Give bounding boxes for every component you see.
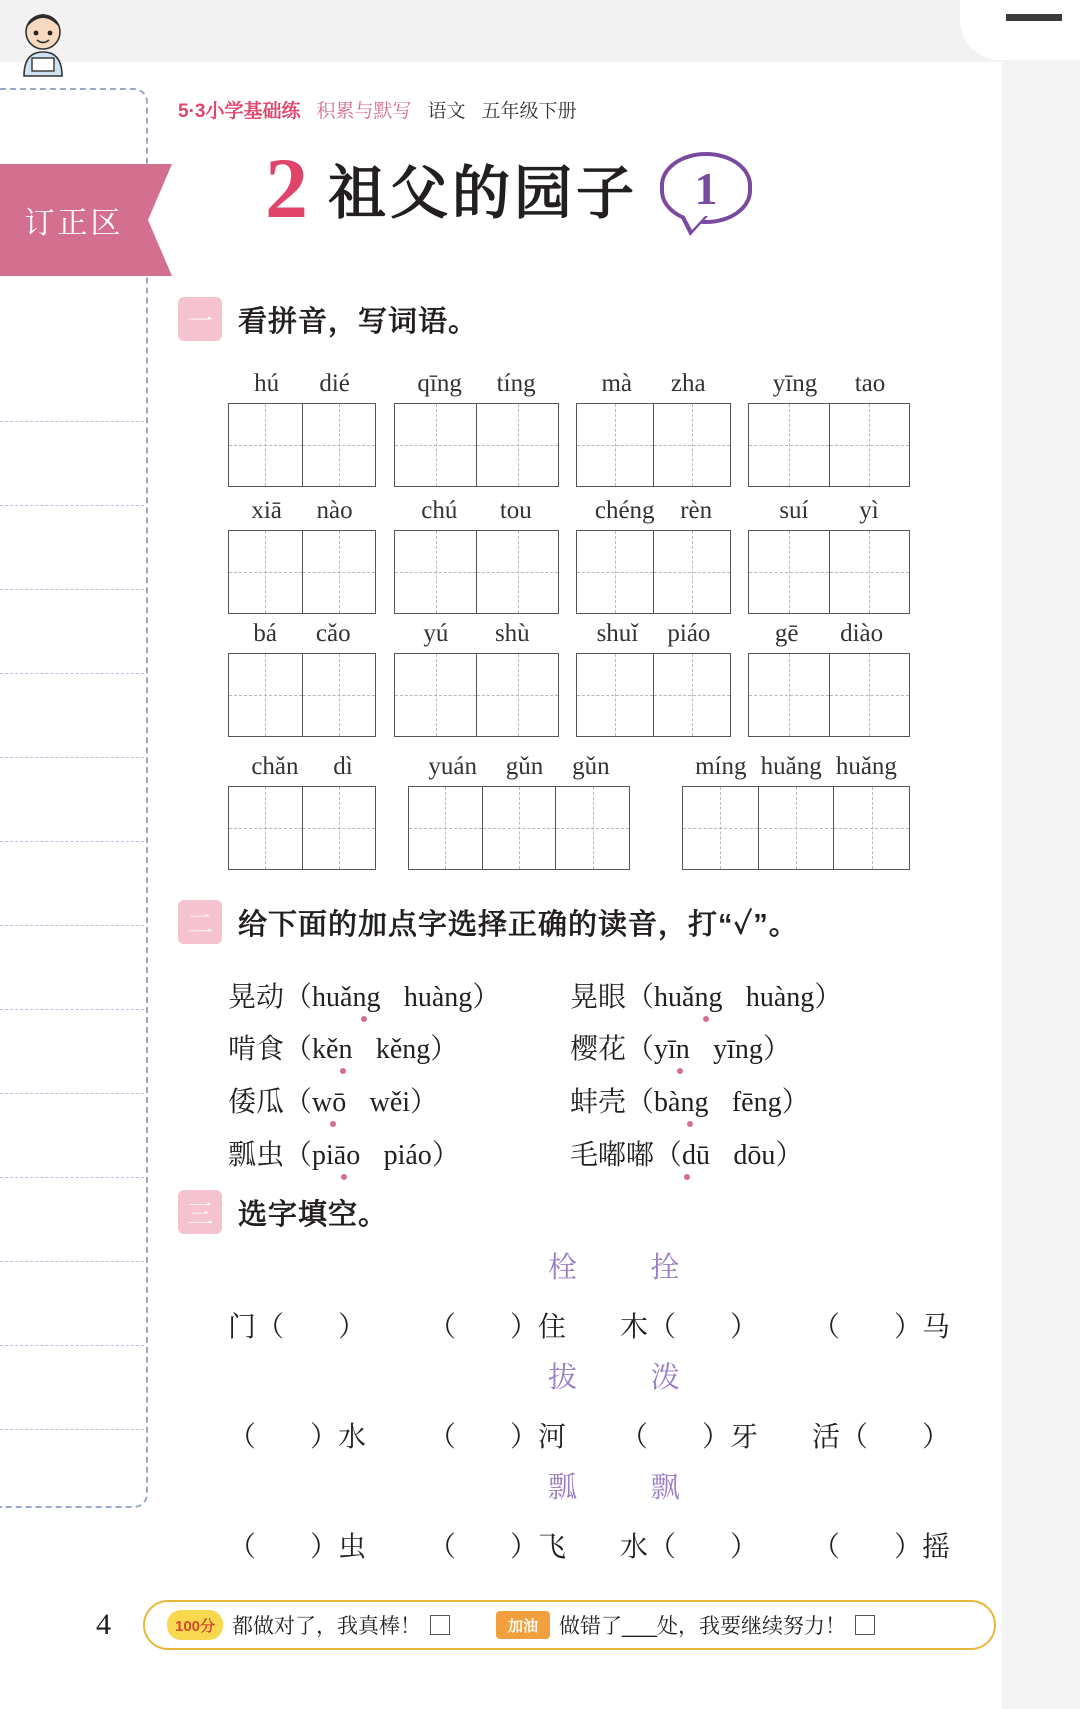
retry-checkbox[interactable] [855,1615,875,1635]
pinyin-syllable: gǔn [505,753,544,780]
pinyin-syllable: yì [859,497,879,524]
pron-option[interactable]: yīng [713,1034,763,1065]
pron-option[interactable]: huǎng [312,982,381,1013]
pinyin-syllable: zha [670,370,706,397]
fill-choice-chars-3 [548,1465,680,1506]
choice-char: 拴 [650,1252,680,1284]
choice-char: 飘 [650,1472,680,1504]
tianzige-grid[interactable] [394,403,559,487]
correction-tab-label: 订正区 [24,207,124,240]
fill-pre: （ [228,1531,257,1562]
header-subject: 语文 [427,101,466,122]
page-right-shade [1002,0,1080,1709]
exercise-3-number: 三 [178,1190,222,1234]
fill-pre: 活（ [812,1421,869,1452]
pron-item-1[interactable]: 晃动（huǎng huàng） [228,981,501,1013]
pron-option[interactable]: yīn [654,1034,690,1065]
fill-post: ）牙 [702,1421,759,1452]
pinyin-syllable: bá [253,620,278,647]
pinyin-word-3 [576,370,731,487]
exercise-3-title: 选字填空。 [238,1198,389,1231]
pron-option[interactable]: piáo [383,1140,432,1171]
pron-item-5[interactable]: 倭瓜（wō wěi） [228,1086,439,1118]
pinyin-syllable: míng [695,753,747,780]
fill-item-3-1[interactable] [228,1525,366,1565]
lesson-title-text: 祖父的园子 [328,161,639,226]
pron-option[interactable]: huàng [745,982,815,1013]
retry-segment [496,1610,875,1640]
pinyin-syllable: gē [774,620,799,647]
fill-pre: （ [228,1421,257,1452]
pron-word-char: 毛嘟嘟 [570,1139,655,1170]
pinyin-syllable: diào [840,620,884,647]
tianzige-grid[interactable] [576,530,731,614]
pinyin-syllable: shuǐ [596,620,639,647]
pinyin-word-11 [576,620,731,737]
pinyin-syllable: chú [421,497,458,524]
fill-pre: （ [428,1421,457,1452]
fill-post: ）飞 [510,1531,567,1562]
choice-char: 栓 [548,1252,578,1284]
page-corner-bar [1006,14,1062,21]
tianzige-grid[interactable] [748,653,910,737]
fill-post: ） [730,1311,759,1342]
pron-option[interactable]: fēng [731,1087,782,1118]
page-footer [96,1599,996,1651]
pinyin-syllable: gǔn [572,753,610,780]
pinyin-syllable: dié [319,370,350,397]
pinyin-syllable: dì [333,753,353,780]
exercise-1-title: 看拼音，写词语。 [238,305,479,338]
exercise-1-number: 一 [178,297,222,341]
fill-choice-chars-2 [548,1355,680,1396]
fill-item-3-2[interactable] [428,1525,566,1565]
praise-text: 都做对了，我真棒！ [232,1615,421,1638]
pinyin-word-4 [748,370,910,487]
header-grade: 五年级下册 [481,101,577,122]
pinyin-syllable: nào [316,497,353,524]
pinyin-word-14 [408,753,630,870]
pron-item-8[interactable]: 毛嘟嘟（dū dōu） [570,1139,804,1171]
fill-item-2-3[interactable] [620,1415,758,1455]
fill-pre: 水（ [620,1531,677,1562]
pinyin-word-2 [394,370,559,487]
self-check-bar [143,1600,996,1650]
exercise-1-heading [178,297,478,341]
pinyin-syllable: suí [779,497,809,524]
pinyin-syllable: huǎng [760,753,822,780]
fill-item-1-3[interactable] [620,1305,758,1345]
pinyin-word-7 [576,497,731,614]
fill-item-3-4[interactable] [812,1525,950,1565]
pinyin-word-1 [228,370,376,487]
pinyin-word-12 [748,620,910,737]
pron-option[interactable]: wō [312,1087,347,1118]
fill-pre: 木（ [620,1311,677,1342]
pinyin-syllable: tao [854,370,886,397]
pinyin-syllable: yīng [772,370,818,397]
pron-option[interactable]: huàng [403,982,473,1013]
pinyin-syllable: tíng [496,370,536,397]
tianzige-grid[interactable] [228,786,376,870]
exercise-2-heading [178,900,799,944]
fill-item-1-4[interactable] [812,1305,950,1345]
fill-item-2-2[interactable] [428,1415,566,1455]
tianzige-grid[interactable] [576,403,731,487]
lesson-number: 2 [265,140,308,236]
pinyin-syllable: piáo [667,620,711,647]
pinyin-syllable: qīng [417,370,462,397]
pinyin-word-8 [748,497,910,614]
choice-char: 瓢 [548,1472,578,1504]
tianzige-grid[interactable] [748,530,910,614]
fill-item-1-1[interactable] [228,1305,366,1345]
fill-post: ）河 [510,1421,567,1452]
pron-item-7[interactable]: 瓢虫（piāo piáo） [228,1139,460,1171]
exercise-3-heading [178,1190,388,1234]
pron-option[interactable]: wěi [369,1087,411,1118]
fill-post: ）水 [310,1421,367,1452]
pron-word-char: 晃动 [228,981,285,1012]
pinyin-syllable: chéng [594,497,655,524]
pron-option[interactable]: kěng [375,1034,431,1065]
fill-pre: （ [812,1531,841,1562]
score-badge-icon: 100分 [167,1610,223,1640]
page-top-shade [0,0,1080,62]
fill-pre: （ [620,1421,649,1452]
tianzige-grid[interactable] [576,653,731,737]
exercise-2-number: 二 [178,900,222,944]
pron-item-3[interactable]: 啃食（kěn kěng） [228,1033,459,1065]
fill-choice-chars-1 [548,1245,680,1286]
pinyin-word-6 [394,497,559,614]
fill-post: ） [338,1311,367,1342]
pron-option[interactable]: huǎng [654,982,723,1013]
pinyin-word-10 [394,620,559,737]
pinyin-syllable: shù [494,620,530,647]
pinyin-word-5 [228,497,376,614]
pron-word-char: 晃眼 [570,981,627,1012]
pinyin-syllable: mà [601,370,632,397]
correction-ruled-lines [0,338,144,1430]
pinyin-syllable: cǎo [315,620,351,647]
mascot-icon [6,6,80,80]
pron-option[interactable]: bàng [654,1087,709,1118]
header-section: 积累与默写 [316,101,412,122]
fill-item-2-1[interactable] [228,1415,366,1455]
pron-option[interactable]: kěn [312,1034,353,1065]
page-corner-notch [960,0,1080,60]
praise-segment [167,1610,450,1640]
pron-option[interactable]: piāo [312,1140,361,1171]
tianzige-grid[interactable] [394,653,559,737]
fill-pre: （ [812,1311,841,1342]
fill-pre: 门（ [228,1311,285,1342]
page-header [178,96,958,123]
pinyin-syllable: yuán [428,753,477,780]
retry-text: 做错了___处，我要继续努力！ [559,1615,847,1638]
lesson-badge-number: 1 [694,162,718,214]
correction-tab [0,164,148,276]
pron-option[interactable]: dū [682,1140,711,1171]
pron-word-char: 蚌壳 [570,1086,627,1117]
tianzige-grid[interactable] [228,530,376,614]
exercise-2-title: 给下面的加点字选择正确的读音，打“✓”。 [238,908,799,941]
fill-post: ）摇 [894,1531,951,1562]
pinyin-syllable: tou [499,497,532,524]
pron-word-char: 樱花 [570,1033,627,1064]
praise-checkbox[interactable] [430,1615,450,1635]
lesson-title [265,140,752,236]
lesson-badge [660,152,752,224]
pron-word-char: 啃食 [228,1033,285,1064]
pinyin-syllable: chǎn [251,753,299,780]
tianzige-grid[interactable] [748,403,910,487]
pron-option[interactable]: dōu [733,1140,776,1171]
cheer-badge-icon: 加油 [496,1611,550,1639]
pron-item-2[interactable]: 晃眼（huǎng huàng） [570,981,843,1013]
fill-item-1-2[interactable] [428,1305,566,1345]
fill-pre: （ [428,1531,457,1562]
choice-char: 泼 [650,1362,680,1394]
tianzige-grid[interactable] [228,653,376,737]
pinyin-syllable: hú [254,370,280,397]
tianzige-grid[interactable] [408,786,630,870]
pron-item-4[interactable]: 樱花（yīn yīng） [570,1033,791,1065]
fill-item-3-3[interactable] [620,1525,758,1565]
fill-post: ）虫 [310,1531,367,1562]
tianzige-grid[interactable] [228,403,376,487]
choice-char: 拔 [548,1362,578,1394]
pinyin-word-13 [228,753,376,870]
fill-post: ） [730,1531,759,1562]
header-brand: 5·3小学基础练 [178,101,301,122]
pinyin-word-9 [228,620,376,737]
pron-item-6[interactable]: 蚌壳（bàng fēng） [570,1086,810,1118]
tianzige-grid[interactable] [682,786,910,870]
correction-column [0,88,148,1588]
fill-item-2-4[interactable] [812,1415,950,1455]
pinyin-syllable: yú [423,620,449,647]
fill-post: ）住 [510,1311,567,1342]
pinyin-syllable: huǎng [835,753,897,780]
pinyin-word-15 [682,753,910,870]
fill-post: ）马 [894,1311,951,1342]
fill-post: ） [922,1421,951,1452]
pinyin-syllable: xiā [251,497,282,524]
pron-word-char: 倭瓜 [228,1086,285,1117]
page-number: 4 [96,1608,111,1641]
pron-word-char: 瓢虫 [228,1139,285,1170]
tianzige-grid[interactable] [394,530,559,614]
fill-pre: （ [428,1311,457,1342]
pinyin-syllable: rèn [680,497,713,524]
